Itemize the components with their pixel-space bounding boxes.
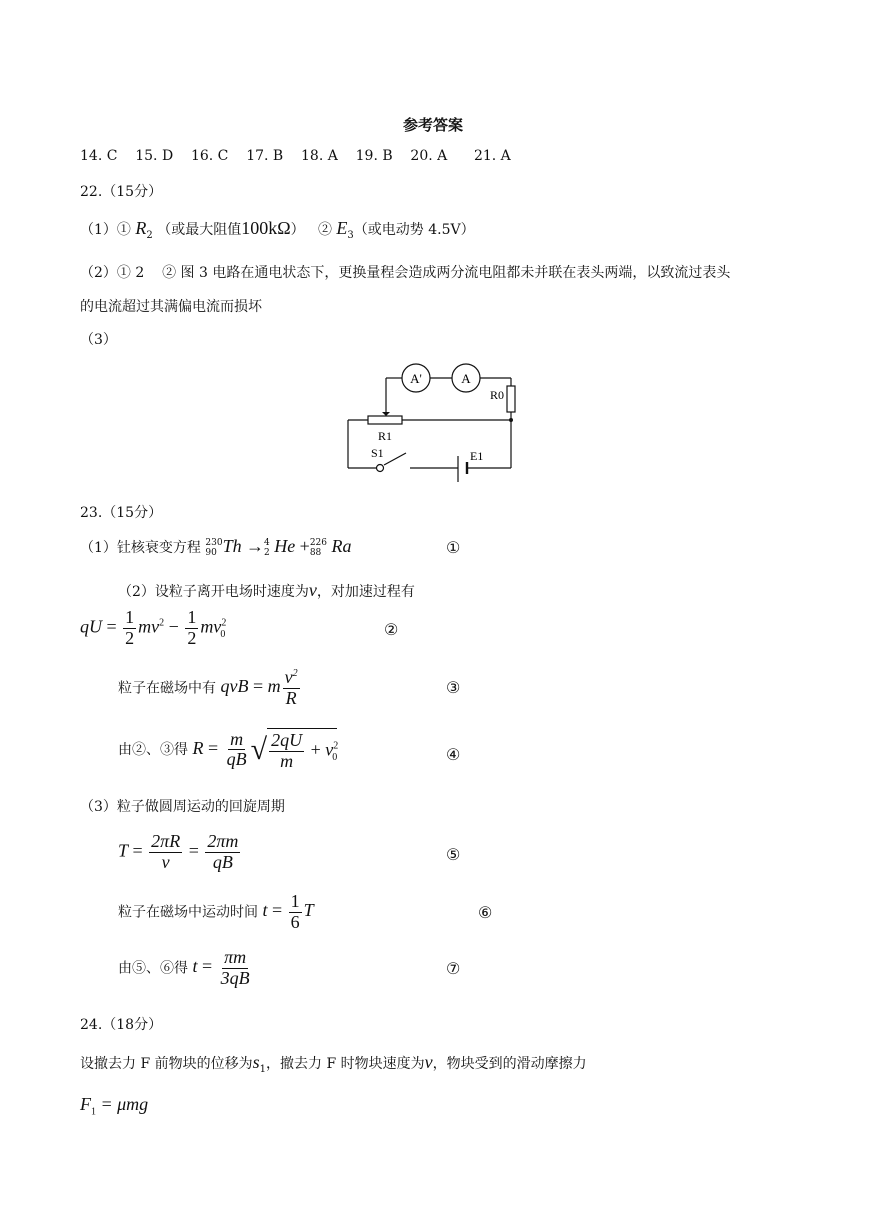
th-symbol: Th [222,536,242,556]
q23-p2-tail: ，对加速过程有 [316,584,415,600]
q22-r-note: （或最大阻值 [157,222,242,238]
meter-a-prime-label: A' [410,371,422,386]
q22-mark2: ② [317,222,332,238]
mark-5: ⑤ [446,845,461,864]
mark-1: ① [446,538,461,557]
q23-p6-text: 粒子在磁场中运动时间 [118,904,258,921]
q22-e-sub: 3 [347,229,354,241]
th-atomic-number: 90 [205,548,217,558]
junction-dot [509,418,513,422]
he-symbol: He [274,536,296,556]
equation-time: t = $\frac{1}{6}$ T [262,891,314,932]
q24-s-sub: 1 [259,1063,267,1075]
q23-part3 [118,668,302,709]
q23-part7 [118,948,254,989]
r0-label: R0 [490,388,505,402]
q24-line1-a: 设撤去力 F 前物块的位移为 [80,1056,253,1072]
mark-2: ② [384,620,399,639]
q23-p7-text: 由⑤、⑥得 [118,960,188,977]
q22-p1-prefix: （1）① [80,222,131,238]
mark-7: ⑦ [446,959,461,978]
equation-energy: qU = $\frac{1}{2}$ $mv^2$ − $\frac{1}{2}$ $mv^2_0$ [80,607,227,648]
q23-p1-text: （1）钍核衰变方程 [80,540,201,556]
q23-part4 [118,728,337,772]
arrow-symbol: → [246,536,265,556]
q23-part6 [118,892,314,933]
q23-p2-text: （2）设粒子离开电场时速度为 [118,584,309,600]
equation-time-result: t = $\frac{\pi m}{3qB}$ [192,947,250,988]
q22-e-note: （或电动势 4.5V） [353,222,475,238]
r1-label: R1 [378,429,393,443]
q24-v-symbol: v [424,1052,433,1072]
q24-f-sub: 1 [91,1106,96,1118]
switch-s1 [377,465,384,472]
q22-e-symbol: E [336,218,348,238]
ra-nuclide-numbers [310,538,327,558]
page-title: 参考答案 [403,116,464,134]
q22-r-value: 100kΩ [241,218,291,238]
answers-line: 14. C 15. D 16. C 17. B 18. A 19. B 20. A 21. A [80,148,511,164]
slider-arrow-icon [382,412,390,416]
q23-p4-text: 由②、③得 [118,741,188,758]
q22-part2-line1: （2）① 2 ② 图 3 电路在通电状态下，更换量程会造成两分流电阻都未并联在表头两端，以致流过表头 [80,265,731,281]
resistor-r0 [507,386,515,412]
s1-label: S1 [371,446,384,460]
ra-atomic-number: 88 [309,548,322,558]
q24-s-symbol: s [252,1052,260,1072]
q24-line1-b: ，撤去力 F 时物块速度为 [266,1056,425,1072]
equation-period: T = $\frac{2\pi R}{v}$ = $\frac{2\pi m}{qB}$ [118,831,239,872]
equation-lorentz: qvB = m $\frac{v^2}{R}$ [220,667,298,708]
q23-part2 [118,580,415,601]
circuit-diagram [340,358,530,488]
q22-r-symbol: R [135,218,147,238]
th-mass-number: 230 [205,538,223,548]
q22-r-close: ） [290,222,305,238]
q23-p3-text: 粒子在磁场中有 [118,680,216,697]
q23-part5: （3）粒子做圆周运动的回旋周期 [80,799,285,815]
equation-friction [80,1094,148,1118]
q23-part1 [80,536,351,558]
q22-r-sub: 2 [146,229,153,241]
q22-part3: （3） [80,332,117,348]
q24-f-symbol: F [80,1094,91,1114]
q24-header: 24.（18分） [80,1017,163,1033]
q24-line1-c: ，物块受到的滑动摩擦力 [432,1056,587,1072]
q24-line1 [80,1052,587,1075]
he-atomic-number: 2 [264,548,270,558]
th-nuclide-numbers [205,538,222,558]
meter-a-label: A [461,371,471,386]
q22-header: 22.（15分） [80,184,163,200]
q22-part1 [80,218,475,241]
he-nuclide-numbers [264,538,270,558]
q22-part2-line2: 的电流超过其满偏电流而损坏 [80,299,262,315]
he-mass-number: 4 [264,538,270,548]
ra-symbol: Ra [331,536,352,556]
q24-f-rhs: = μmg [100,1094,149,1114]
ra-mass-number: 226 [309,538,328,548]
mark-4: ④ [446,745,461,764]
plus-symbol: + [299,536,310,556]
q23-header: 23.（15分） [80,505,163,521]
mark-6: ⑥ [478,903,493,922]
resistor-r1 [368,416,402,424]
q23-p2-v: v [308,580,317,600]
equation-radius: R = $\frac{m}{qB}$ √ $\frac{2qU}{m}$ + $v^2_0$ [192,728,339,771]
e1-label: E1 [470,449,484,463]
mark-3: ③ [446,678,461,697]
